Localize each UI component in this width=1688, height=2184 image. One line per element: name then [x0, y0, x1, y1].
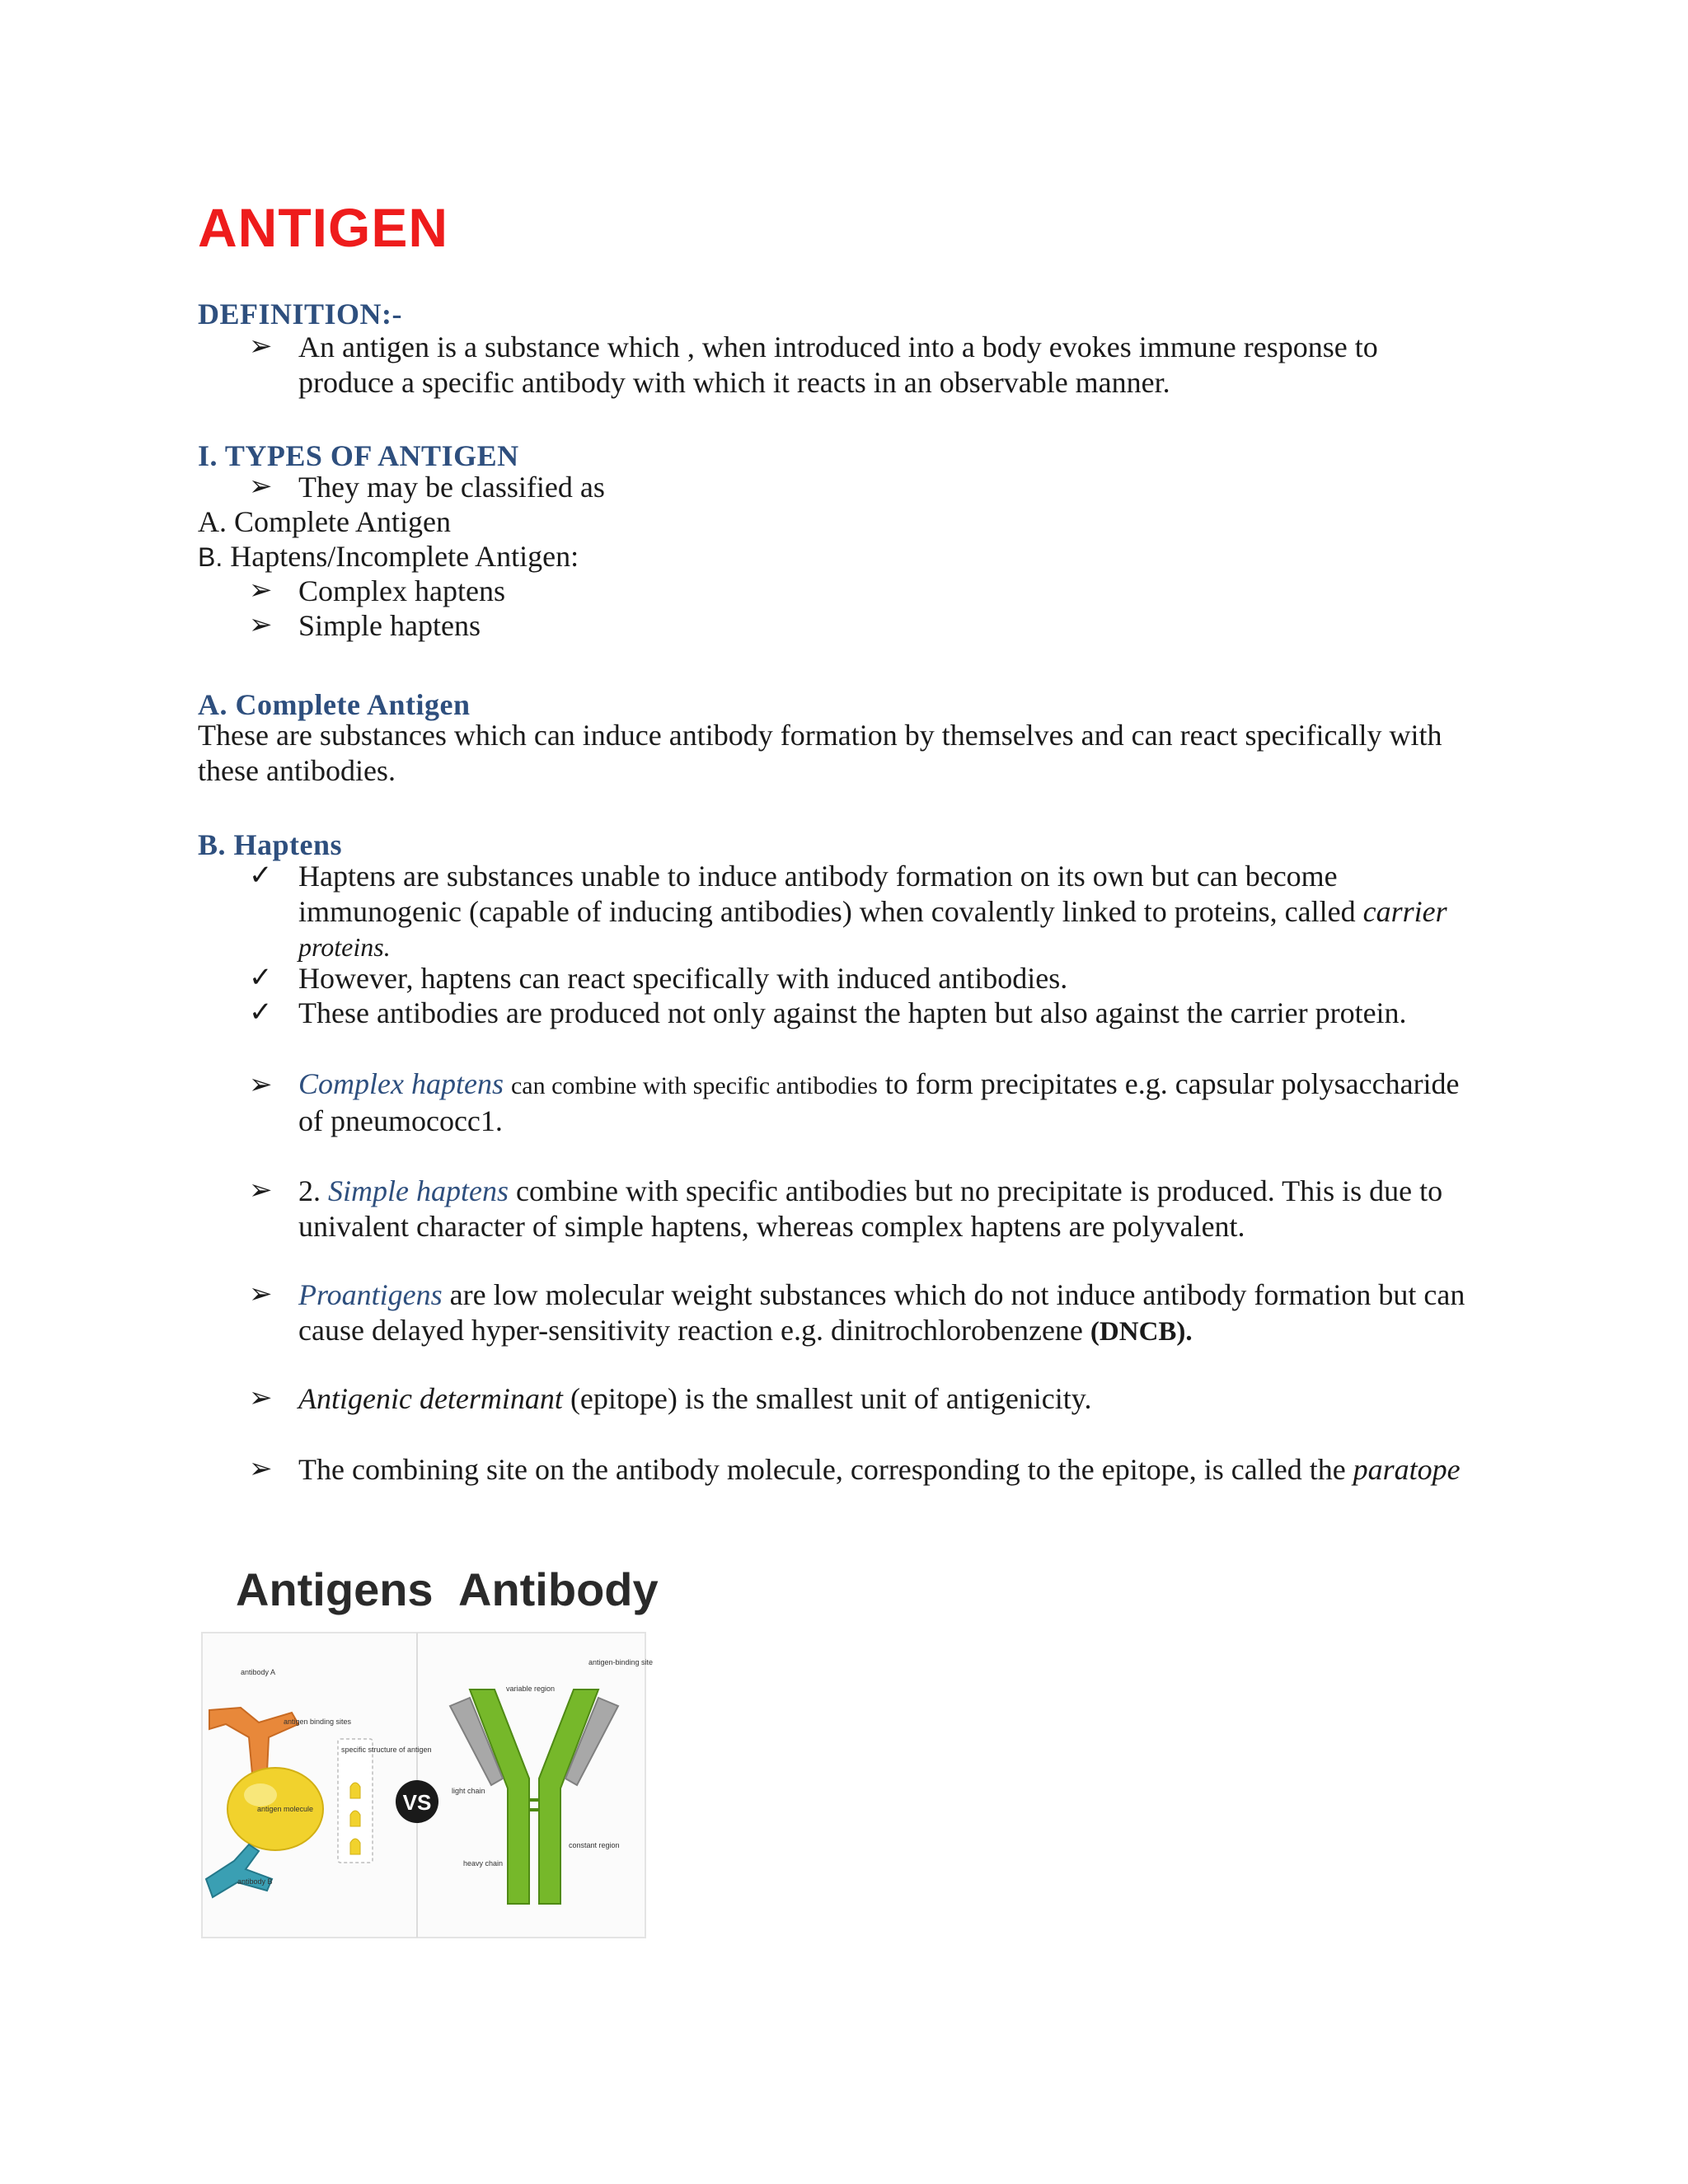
- definition-heading: DEFINITION:-: [198, 298, 403, 330]
- point-line: univalent character of simple haptens, whereas complex haptens are polyvalent.: [298, 1210, 1245, 1243]
- point-line: [298, 1313, 1502, 1350]
- arrow-bullet-icon: ➢: [249, 610, 273, 640]
- complex-haptens-point: [298, 1066, 1502, 1139]
- complete-antigen-text: [198, 718, 1517, 789]
- proantigens-point: [298, 1277, 1502, 1350]
- complete-line: These are substances which can induce antibody formation by themselves and can react specifically with: [198, 719, 1442, 752]
- point-text: The combining site on the antibody molecule, corresponding to the epitope, is called the: [298, 1453, 1346, 1486]
- carrier-term: carrier: [1362, 895, 1447, 928]
- antigenic-determinant-point: [298, 1381, 1502, 1417]
- arrow-bullet-icon: ➢: [249, 1383, 273, 1413]
- hapten-point-3: These antibodies are produced not only against the hapten but also against the carrier protein.: [298, 996, 1407, 1029]
- complete-line: these antibodies.: [198, 754, 396, 787]
- proantigens-term: Proantigens: [298, 1278, 443, 1311]
- arrow-bullet-icon: ➢: [249, 1175, 273, 1206]
- antibody-b-label: antibody B: [237, 1877, 273, 1886]
- figure-illustration: [201, 1632, 654, 1938]
- types-heading: I. TYPES OF ANTIGEN: [198, 439, 519, 472]
- arrow-bullet-icon: ➢: [249, 1454, 273, 1484]
- point-text: combine with specific antibodies but no precipitate is produced. This is due to: [515, 1174, 1443, 1207]
- hapten-line-text: immunogenic (capable of inducing antibodies) when covalently linked to proteins, called: [298, 895, 1356, 928]
- antibody-figure-title: Antibody: [458, 1563, 659, 1615]
- definition-line: An antigen is a substance which , when introduced into a body evokes immune response to: [298, 330, 1378, 363]
- type-b-label: [198, 539, 579, 575]
- paratope-point: [298, 1452, 1551, 1488]
- proteins-term: proteins.: [298, 932, 391, 962]
- heavy-chain-label: heavy chain: [463, 1859, 504, 1868]
- antigenic-determinant-term: Antigenic determinant: [298, 1382, 563, 1415]
- hapten-point-2: However, haptens can react specifically with induced antibodies.: [298, 962, 1068, 995]
- variable-region-label: variable region: [506, 1685, 556, 1693]
- specific-structure-label: specific structure of antigen: [341, 1746, 432, 1754]
- arrow-bullet-icon: ➢: [249, 575, 273, 606]
- point-text: cause delayed hyper-sensitivity reaction e.g. dinitrochlorobenzene: [298, 1314, 1083, 1347]
- subtype-item: Complex haptens: [298, 574, 505, 607]
- hapten-point-1: [298, 859, 1502, 965]
- point-text: to form precipitates e.g. capsular polysaccharide: [884, 1067, 1460, 1100]
- point-number: 2.: [298, 1174, 321, 1207]
- binding-site-label: antigen-binding site: [588, 1658, 654, 1666]
- page-title: ANTIGEN: [198, 197, 448, 258]
- antibody-a-label: antibody A: [241, 1668, 276, 1676]
- complex-haptens-term: Complex haptens: [298, 1067, 504, 1100]
- check-bullet-icon: ✓: [249, 997, 273, 1028]
- subtype-item: Simple haptens: [298, 609, 481, 642]
- type-b-prefix: B.: [198, 542, 223, 572]
- point-line: of pneumococc1.: [298, 1104, 503, 1137]
- constant-region-label: constant region: [569, 1841, 620, 1849]
- light-chain-label: light chain: [452, 1787, 485, 1795]
- antigen-antibody-figure: [201, 1563, 659, 1942]
- haptens-heading: B. Haptens: [198, 828, 343, 861]
- check-bullet-icon: ✓: [249, 963, 273, 993]
- point-line: [298, 1174, 1502, 1209]
- definition-text: [298, 330, 1502, 401]
- hapten-line: Haptens are substances unable to induce antibody formation on its own but can become: [298, 860, 1338, 893]
- definition-line: produce a specific antibody with which it reacts in an observable manner.: [298, 366, 1170, 399]
- point-small-text: can combine with specific antibodies: [510, 1072, 878, 1099]
- hapten-line: [298, 894, 1502, 930]
- arrow-bullet-icon: ➢: [249, 471, 273, 502]
- antigen-molecule-label: antigen molecule: [257, 1805, 314, 1813]
- simple-haptens-term: Simple haptens: [328, 1174, 509, 1207]
- types-intro: They may be classified as: [298, 471, 605, 504]
- point-text: (epitope) is the smallest unit of antigenicity.: [570, 1382, 1092, 1415]
- type-b-text: Haptens/Incomplete Antigen:: [230, 540, 579, 573]
- point-text: are low molecular weight substances which do not induce antibody formation but can: [449, 1278, 1465, 1311]
- binding-sites-label: antigen binding sites: [284, 1718, 352, 1726]
- type-a-label: A. Complete Antigen: [198, 505, 451, 538]
- complete-antigen-heading: A. Complete Antigen: [198, 688, 471, 721]
- arrow-bullet-icon: ➢: [249, 1279, 273, 1310]
- paratope-term: paratope: [1353, 1453, 1461, 1486]
- vs-label: VS: [402, 1790, 432, 1815]
- arrow-bullet-icon: ➢: [249, 1070, 273, 1100]
- simple-haptens-point: [298, 1174, 1502, 1244]
- point-line: [298, 1066, 1502, 1104]
- dncb-term: (DNCB).: [1090, 1317, 1193, 1347]
- point-line: [298, 1277, 1502, 1313]
- arrow-bullet-icon: ➢: [249, 331, 273, 362]
- check-bullet-icon: ✓: [249, 860, 273, 891]
- antigens-figure-title: Antigens: [236, 1563, 434, 1615]
